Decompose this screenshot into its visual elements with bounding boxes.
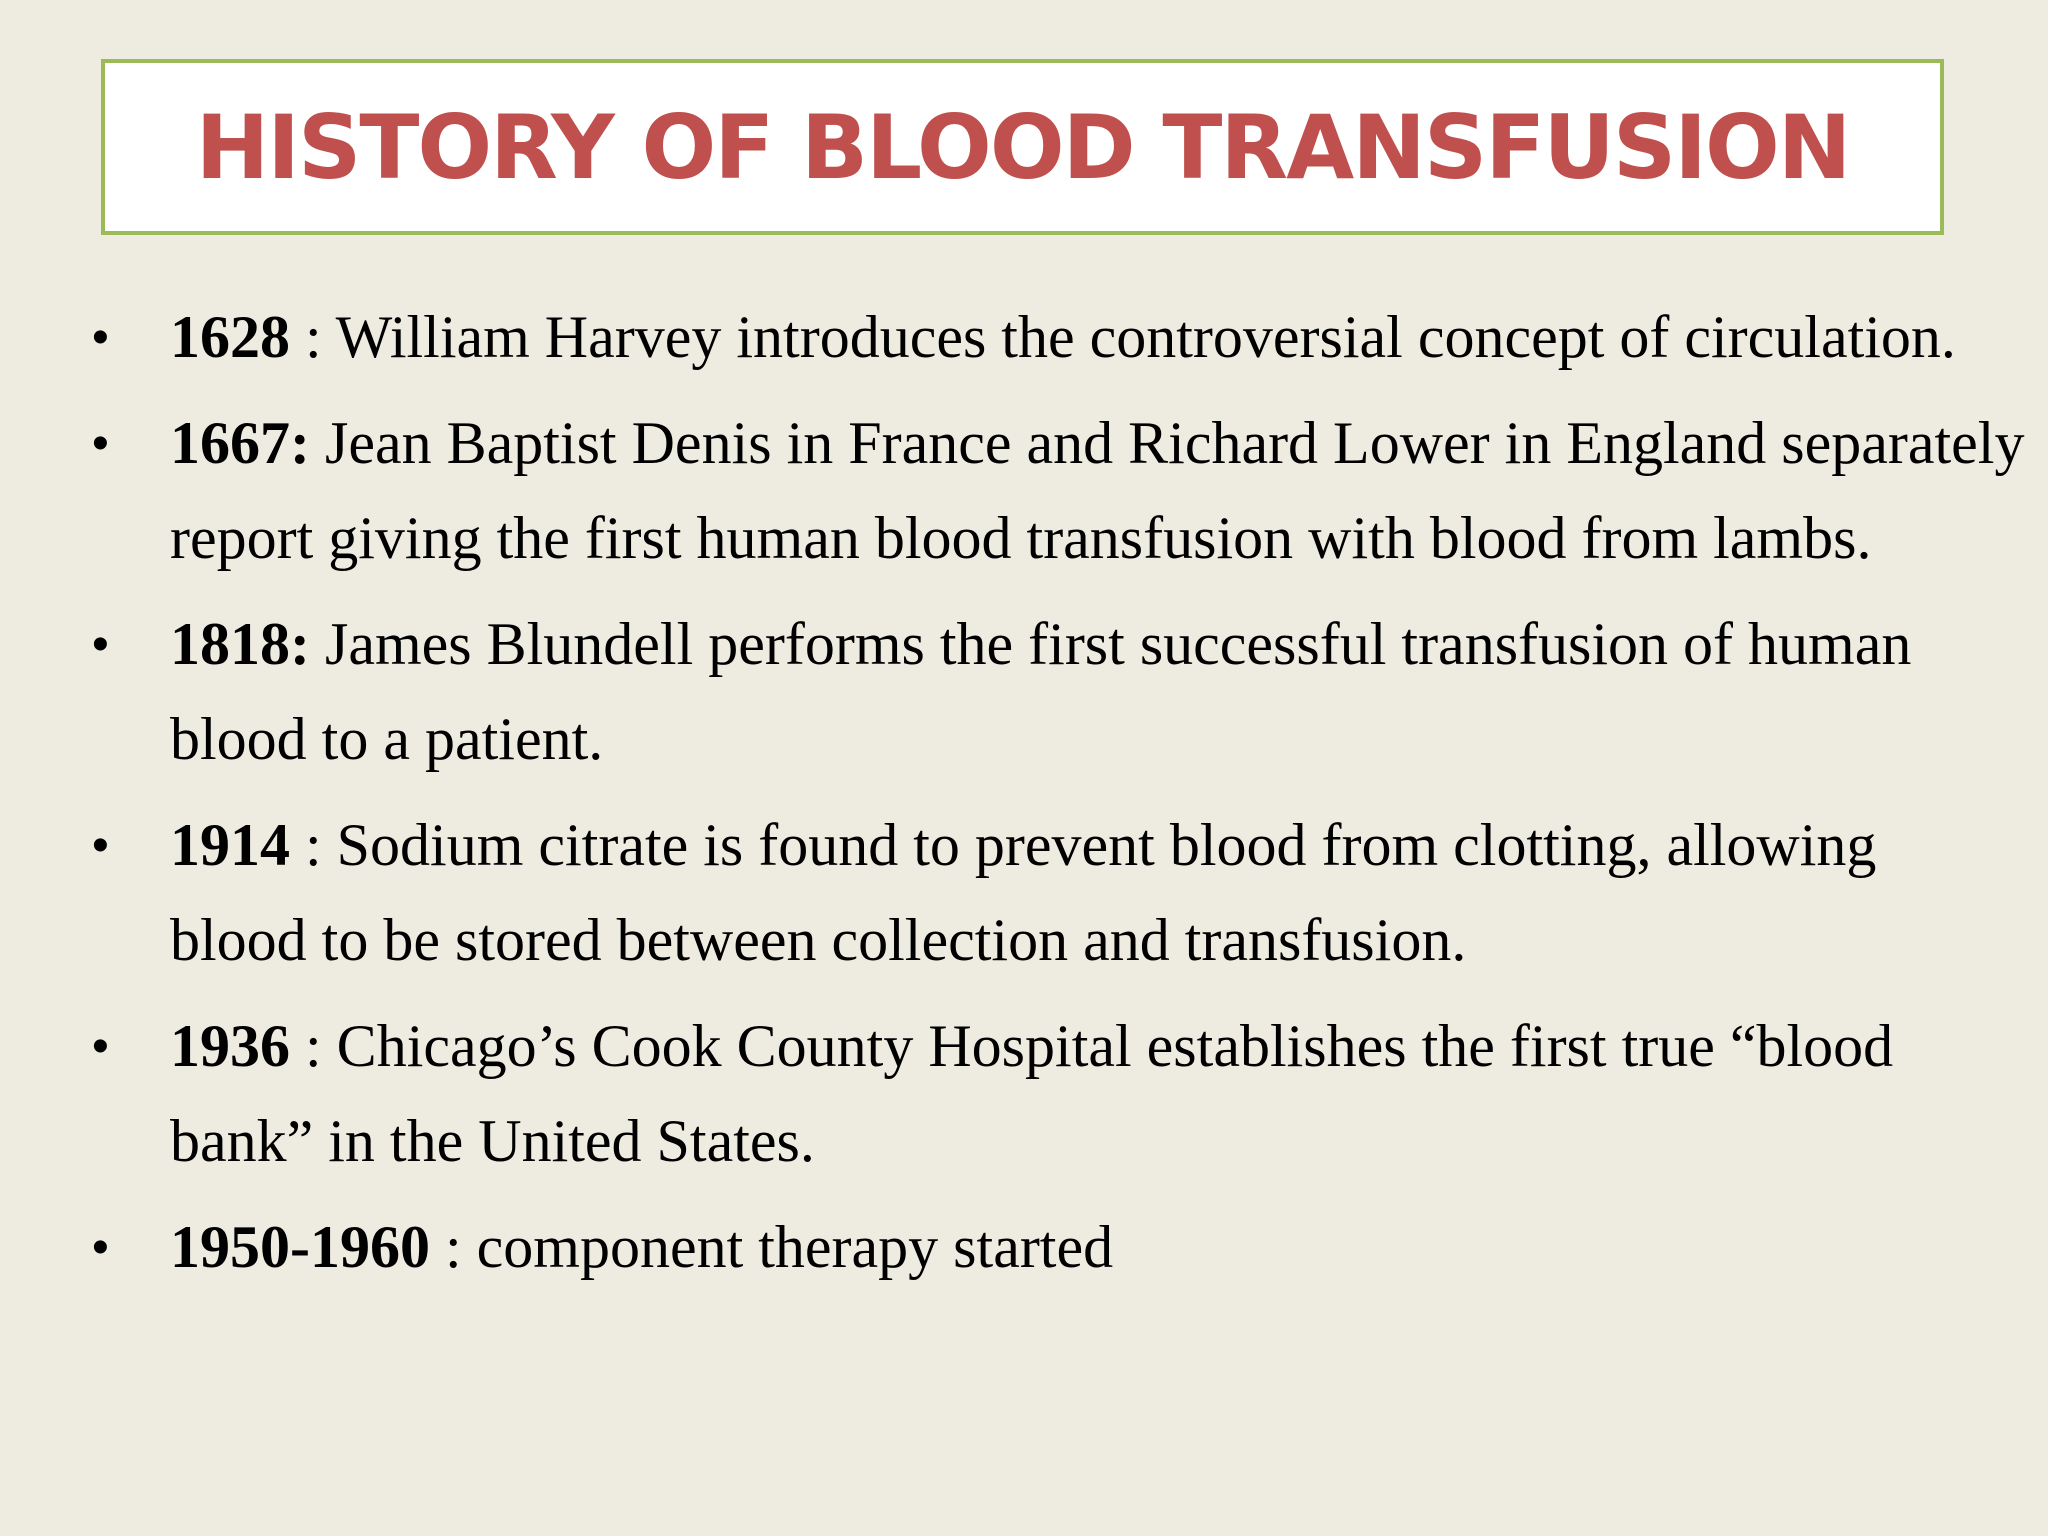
event-description: Jean Baptist Denis in France and Richard Lower in England separately report giving the first human blood transfusion with blood from lambs.: [170, 410, 2025, 571]
event-description: James Blundell performs the first successful transfusion of human blood to a patient.: [170, 611, 1912, 772]
bullet-icon: •: [92, 1221, 109, 1274]
event-description: : component therapy started: [429, 1214, 1114, 1280]
bullet-icon: •: [92, 417, 109, 470]
event-description: : William Harvey introduces the controversial concept of circulation.: [290, 304, 1956, 370]
timeline-item-1914: [0, 798, 2048, 988]
event-year: 1628: [170, 304, 290, 370]
event-year: 1914: [170, 812, 290, 878]
bullet-icon: •: [92, 618, 109, 671]
timeline-item-1950-1960: [0, 1200, 2048, 1295]
bullet-icon: •: [92, 819, 109, 872]
event-description: : Chicago’s Cook County Hospital establishes the first true “blood bank” in the United States.: [170, 1013, 1894, 1174]
bullet-icon: •: [92, 311, 109, 364]
bullet-icon: •: [92, 1020, 109, 1073]
event-year: 1818:: [170, 611, 310, 677]
event-description: : Sodium citrate is found to prevent blood from clotting, allowing blood to be stored between collection and transfusion.: [170, 812, 1877, 973]
timeline-list: [0, 290, 2048, 1306]
timeline-item-1667: [0, 396, 2048, 586]
timeline-item-1936: [0, 999, 2048, 1189]
timeline-item-1818: [0, 597, 2048, 787]
event-year: 1667:: [170, 410, 310, 476]
title-box: [101, 59, 1944, 235]
slide-title: HISTORY OF BLOOD TRANSFUSION: [195, 95, 1850, 199]
timeline-item-1628: [0, 290, 2048, 385]
event-year: 1936: [170, 1013, 290, 1079]
event-year: 1950-1960: [170, 1214, 430, 1280]
